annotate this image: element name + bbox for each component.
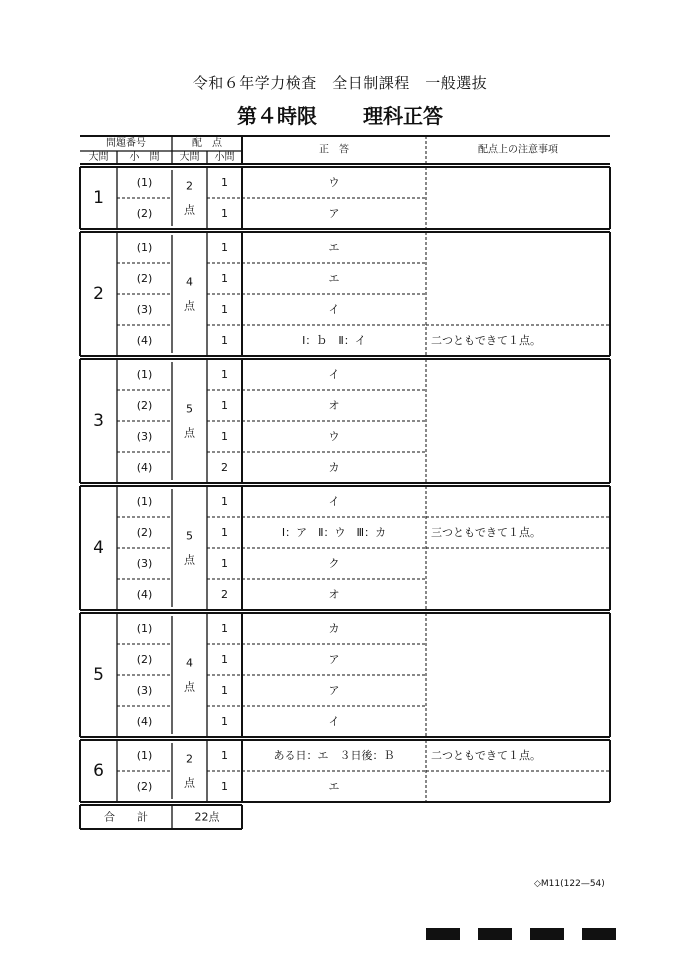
group-number: 1	[93, 188, 104, 208]
header-minor: 小 問	[129, 152, 160, 163]
minor-question: (1)	[136, 176, 153, 189]
row-points: 1	[221, 430, 228, 443]
row-points: 1	[221, 653, 228, 666]
group-points-value: 4	[186, 656, 193, 670]
answer: ウ	[328, 430, 340, 443]
row-points: 1	[221, 557, 228, 570]
minor-question: (2)	[136, 399, 153, 412]
minor-question: (3)	[136, 303, 153, 316]
row-points: 1	[221, 399, 228, 412]
answer: イ	[328, 303, 340, 316]
answer: イ	[328, 368, 340, 381]
group-points-value: 2	[186, 179, 193, 193]
table-texts	[89, 136, 559, 824]
answer: カ	[328, 461, 340, 474]
answer: ア	[328, 207, 340, 220]
header-points: 配 点	[192, 138, 222, 149]
answer: イ	[328, 495, 340, 508]
note: 二つともできて１点。	[431, 749, 541, 762]
answer: カ	[328, 622, 340, 635]
minor-question: (4)	[136, 715, 153, 728]
minor-question: (4)	[136, 461, 153, 474]
minor-question: (1)	[136, 495, 153, 508]
answer: Ⅰ：ｂ Ⅱ：イ	[302, 334, 366, 347]
answer: オ	[328, 588, 340, 601]
registration-mark	[426, 928, 460, 940]
row-points: 1	[221, 176, 228, 189]
header-major: 大問	[88, 152, 109, 163]
group-points-unit: 点	[184, 776, 195, 790]
group-points-value: 2	[186, 752, 193, 766]
group-number: 3	[93, 411, 104, 431]
header-question-number: 問題番号	[106, 138, 146, 149]
registration-mark	[582, 928, 616, 940]
group-points-value: 5	[186, 402, 193, 416]
row-points: 2	[221, 588, 228, 601]
row-points: 1	[221, 495, 228, 508]
row-points: 1	[221, 622, 228, 635]
row-points: 1	[221, 715, 228, 728]
group-number: 5	[93, 665, 104, 685]
header-points-minor: 小問	[214, 152, 235, 163]
total-value: 22点	[194, 810, 220, 824]
document-code: ◇M11(122—54)	[534, 879, 605, 889]
answer: ア	[328, 684, 340, 697]
minor-question: (4)	[136, 334, 153, 347]
row-points: 1	[221, 272, 228, 285]
group-number: 2	[93, 284, 104, 304]
answer: Ⅰ：ア Ⅱ：ウ Ⅲ：カ	[281, 526, 387, 539]
subject-label: 理科正答	[363, 104, 443, 128]
row-points: 1	[221, 207, 228, 220]
header-points-major: 大問	[179, 152, 200, 163]
minor-question: (3)	[136, 684, 153, 697]
minor-question: (2)	[136, 780, 153, 793]
header-answer: 正 答	[319, 144, 349, 156]
answer: ア	[328, 653, 340, 666]
minor-question: (2)	[136, 207, 153, 220]
group-points-unit: 点	[184, 680, 195, 694]
registration-mark	[478, 928, 512, 940]
group-number: 6	[93, 761, 104, 781]
minor-question: (1)	[136, 241, 153, 254]
row-points: 1	[221, 303, 228, 316]
group-points-value: 5	[186, 529, 193, 543]
row-points: 2	[221, 461, 228, 474]
row-points: 1	[221, 684, 228, 697]
minor-question: (1)	[136, 749, 153, 762]
minor-question: (2)	[136, 653, 153, 666]
answer: エ	[328, 272, 340, 285]
row-points: 1	[221, 241, 228, 254]
group-number: 4	[93, 538, 104, 558]
period-label: 第４時限	[237, 104, 317, 128]
row-points: 1	[221, 780, 228, 793]
minor-question: (3)	[136, 557, 153, 570]
minor-question: (1)	[136, 622, 153, 635]
document-title: 令和６年学力検査 全日制課程 一般選抜	[192, 74, 488, 92]
answer: ク	[328, 557, 340, 570]
row-points: 1	[221, 526, 228, 539]
row-points: 1	[221, 334, 228, 347]
group-points-unit: 点	[184, 426, 195, 440]
answer: イ	[328, 715, 340, 728]
answer: オ	[328, 399, 340, 412]
minor-question: (2)	[136, 526, 153, 539]
answer: ある日：エ ３日後：Ｂ	[273, 749, 395, 762]
answer: エ	[328, 780, 340, 793]
group-points-unit: 点	[184, 553, 195, 567]
note: 二つともできて１点。	[431, 334, 541, 347]
row-points: 1	[221, 749, 228, 762]
minor-question: (3)	[136, 430, 153, 443]
group-points-unit: 点	[184, 203, 195, 217]
header-notes: 配点上の注意事項	[478, 144, 558, 156]
group-points-value: 4	[186, 275, 193, 289]
answer: ウ	[328, 176, 340, 189]
answer: エ	[328, 241, 340, 254]
row-points: 1	[221, 368, 228, 381]
minor-question: (2)	[136, 272, 153, 285]
minor-question: (4)	[136, 588, 153, 601]
table-grid-lines	[80, 136, 610, 829]
registration-mark	[530, 928, 564, 940]
total-label: 合 計	[104, 810, 148, 824]
minor-question: (1)	[136, 368, 153, 381]
note: 三つともできて１点。	[431, 526, 541, 539]
group-points-unit: 点	[184, 299, 195, 313]
